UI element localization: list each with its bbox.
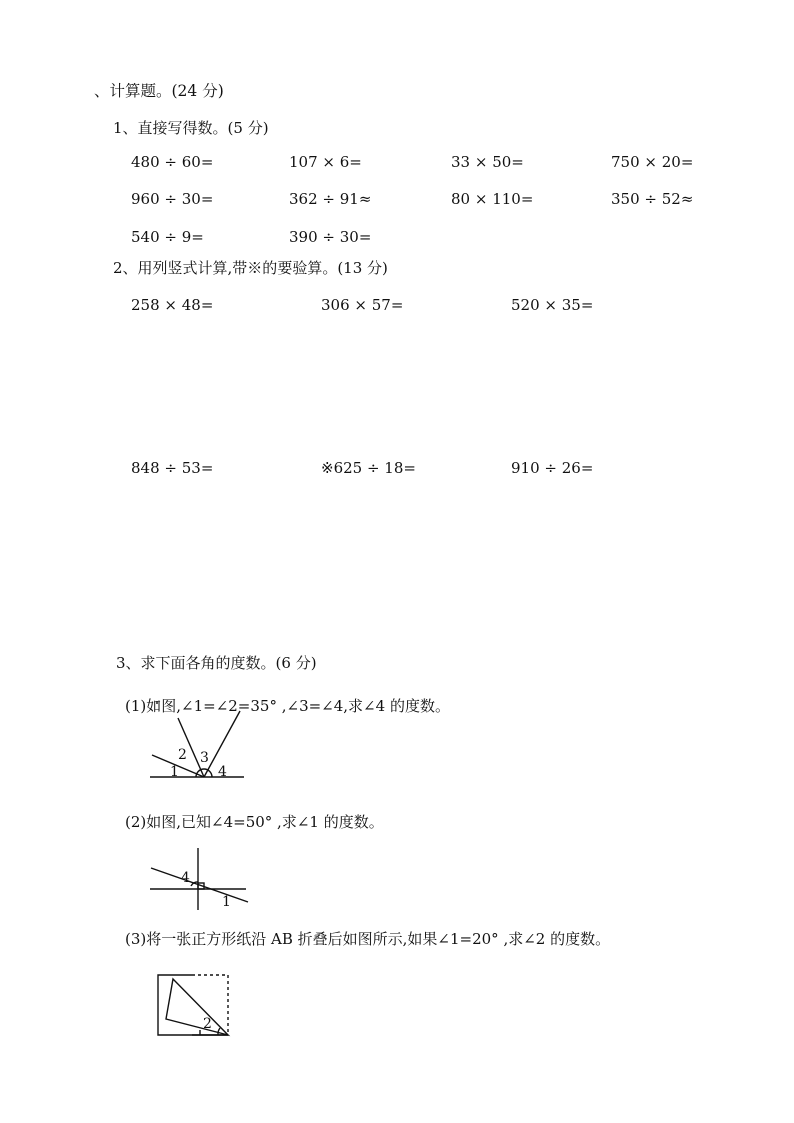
q1-item: 540 ÷ 9= <box>131 228 204 246</box>
angle-arc <box>218 1028 220 1035</box>
q2-item: 520 × 35= <box>511 296 594 314</box>
label-4: 4 <box>181 870 190 886</box>
q3-part2-text: (2)如图,已知∠4=50° ,求∠1 的度数。 <box>125 813 384 831</box>
folded-triangle <box>166 979 228 1035</box>
q1-item: 362 ÷ 91≈ <box>289 190 372 208</box>
label-1: 1 <box>222 894 231 910</box>
fold-figure-3 <box>156 973 232 1041</box>
q3-part3-text: (3)将一张正方形纸沿 AB 折叠后如图所示,如果∠1=20° ,求∠2 的度数。 <box>125 930 611 948</box>
section-title: 、计算题。(24 分) <box>94 82 224 100</box>
label-2: 2 <box>178 747 187 763</box>
q2-item: 848 ÷ 53= <box>131 459 214 477</box>
label-1: 1 <box>170 764 179 780</box>
q2-title: 2、用列竖式计算,带※的要验算。(13 分) <box>113 259 388 277</box>
q1-item: 350 ÷ 52≈ <box>611 190 694 208</box>
label-2: 2 <box>203 1016 212 1032</box>
angle-figure-1 <box>148 706 248 782</box>
q2-item: 910 ÷ 26= <box>511 459 594 477</box>
q1-item: 480 ÷ 60= <box>131 153 214 171</box>
q1-item: 960 ÷ 30= <box>131 190 214 208</box>
angle-figure-2 <box>148 848 252 918</box>
q1-item: 80 × 110= <box>451 190 534 208</box>
q1-item: 33 × 50= <box>451 153 524 171</box>
q2-item: ※625 ÷ 18= <box>321 459 416 477</box>
q2-item: 258 × 48= <box>131 296 214 314</box>
q2-item: 306 × 57= <box>321 296 404 314</box>
q1-item: 107 × 6= <box>289 153 362 171</box>
q3-part1-text: (1)如图,∠1=∠2=35° ,∠3=∠4,求∠4 的度数。 <box>125 697 450 715</box>
q1-item: 750 × 20= <box>611 153 694 171</box>
label-4: 4 <box>218 764 227 780</box>
q1-item: 390 ÷ 30= <box>289 228 372 246</box>
slanted-line <box>151 868 248 902</box>
label-3: 3 <box>200 750 209 766</box>
q3-title: 3、求下面各角的度数。(6 分) <box>116 654 317 672</box>
q1-title: 1、直接写得数。(5 分) <box>113 119 269 137</box>
